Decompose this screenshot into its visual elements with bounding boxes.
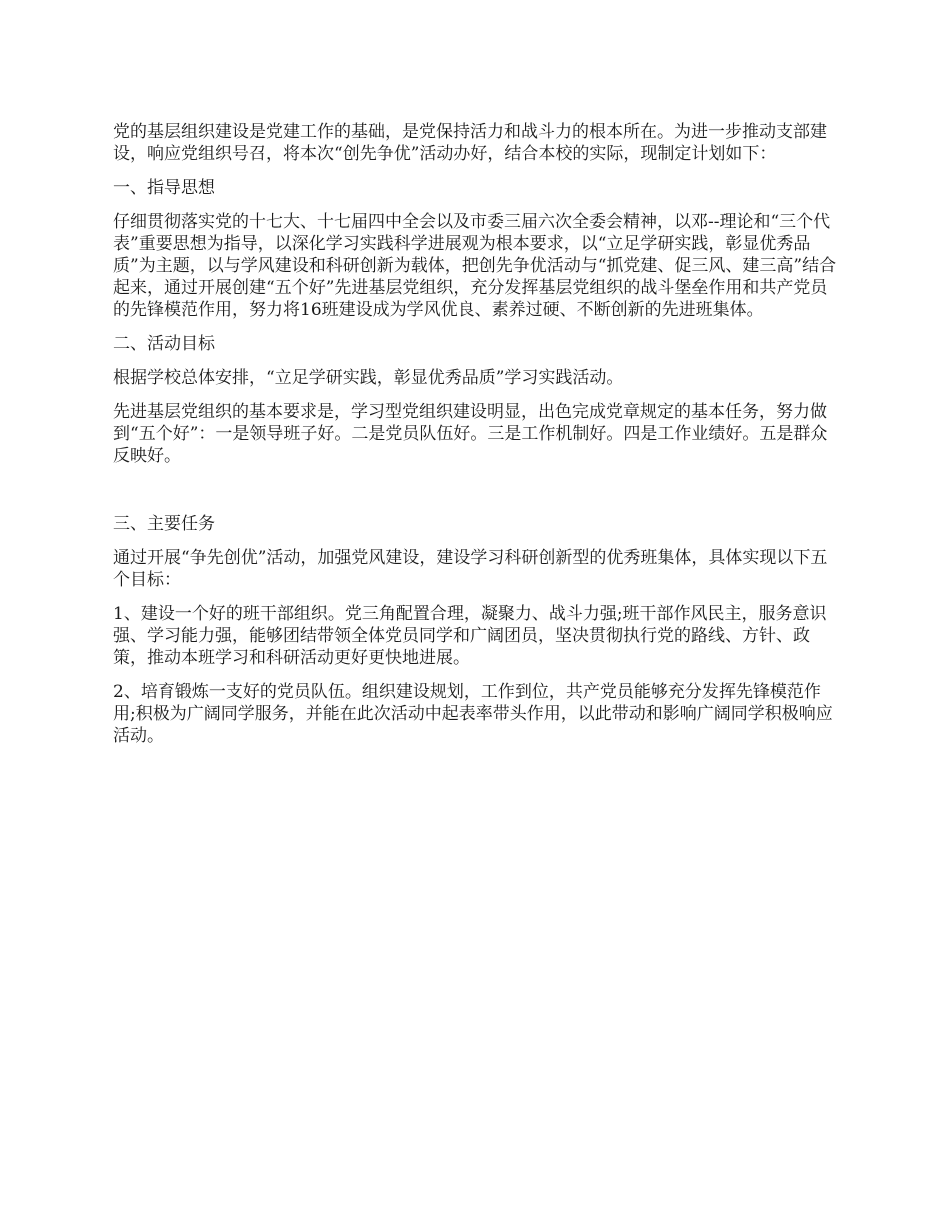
section-paragraph-activity-goals-1: 根据学校总体安排，“立足学研实践，彰显优秀品质”学习实践活动。	[113, 368, 624, 388]
task-item-1: 1、建设一个好的班干部组织。党三角配置合理，凝聚力、战斗力强;班干部作风民主，服务意识强、学习能力强，能够团结带领全体党员同学和广阔团员，坚决贯彻执行党的路线、方针、政策，推动本班学习和科研活动更好更快地进展。	[113, 604, 827, 668]
section-heading-activity-goals: 二、活动目标	[113, 334, 215, 354]
document-body	[113, 121, 837, 747]
section-paragraph-main-tasks: 通过开展“争先创优”活动，加强党风建设，建设学习科研创新型的优秀班集体，具体实现以下五个目标：	[113, 548, 828, 590]
section-paragraph-activity-goals-2: 先进基层党组织的基本要求是，学习型党组织建设明显，出色完成党章规定的基本任务，努力做到“五个好”：一是领导班子好。二是党员队伍好。三是工作机制好。四是工作业绩好。五是群众反映好。	[113, 402, 828, 466]
section-heading-main-tasks: 三、主要任务	[113, 514, 215, 534]
intro-paragraph: 党的基层组织建设是党建工作的基础，是党保持活力和战斗力的根本所在。为进一步推动支部建设，响应党组织号召，将本次“创先争优”活动办好，结合本校的实际，现制定计划如下：	[113, 122, 827, 164]
section-paragraph-guiding-ideology: 仔细贯彻落实党的十七大、十七届四中全会以及市委三届六次全委会精神，以邓--理论和“三个代表”重要思想为指导，以深化学习实践科学进展观为根本要求，以“立足学研实践，彰显优秀品质”为主题，以与学风建设和科研创新为载体，把创先争优活动与“抓党建、促三风、建三高”结合起来，通过开展创建“五个好”先进基层党组织，充分发挥基层党组织的战斗堡垒作用和共产党员的先锋模范作用，努力将16班建设成为学风优良、素养过硬、不断创新的先进班集体。	[113, 212, 837, 320]
section-heading-guiding-ideology: 一、指导思想	[113, 178, 215, 198]
task-item-2: 2、培育锻炼一支好的党员队伍。组织建设规划，工作到位，共产党员能够充分发挥先锋模范作用;积极为广阔同学服务，并能在此次活动中起表率带头作用，以此带动和影响广阔同学积极响应活动。	[113, 682, 833, 746]
